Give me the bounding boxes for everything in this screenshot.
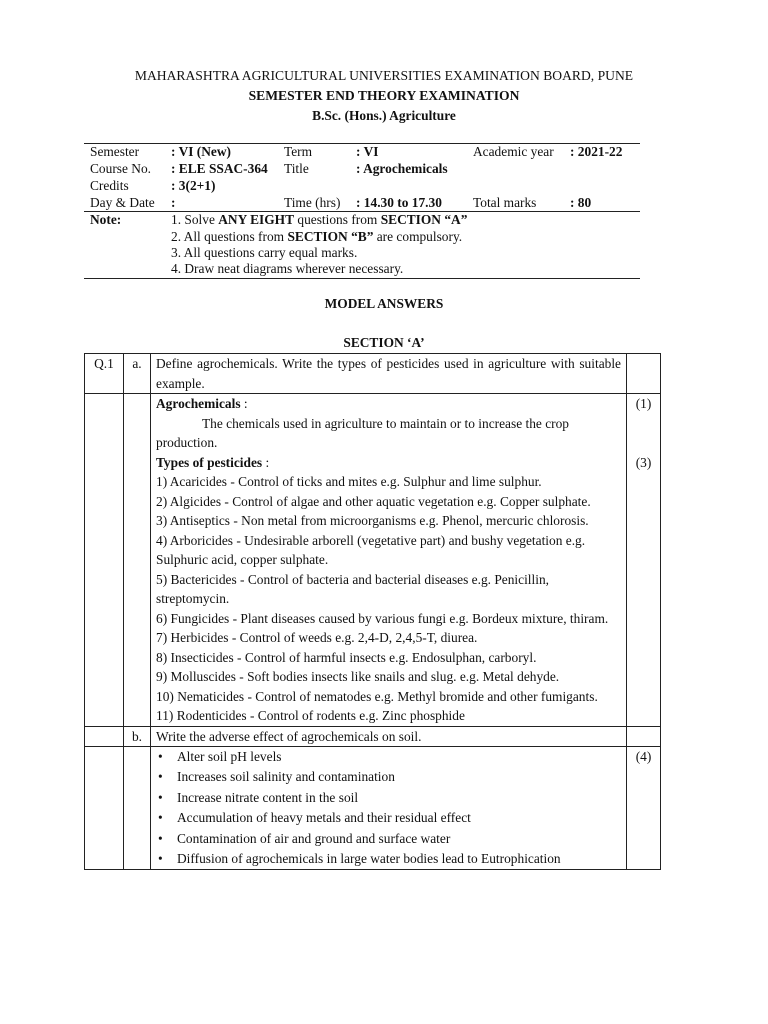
day-date-value: : (171, 195, 176, 210)
credits-label: Credits (90, 178, 129, 193)
subquestion-label: b. (124, 726, 151, 747)
type-item: 5) Bactericides - Control of bacteria and bacterial diseases e.g. Penicillin, streptomycin. (156, 571, 550, 606)
marks-cell (627, 394, 661, 727)
note-label: Note: (90, 212, 122, 227)
empty-cell (124, 747, 151, 870)
marks-cell (627, 747, 661, 870)
credits-value: : 3(2+1) (171, 178, 216, 193)
type-item: 4) Arboricides - Undesirable arborell (vegetative part) and bushy vegetation e.g. Sulphuric acid, copper sulphate. (156, 532, 586, 567)
type-item: 3) Antiseptics - Non metal from microorganisms e.g. Phenol, mercuric chlorosis. (156, 513, 589, 528)
term-label: Term (284, 144, 313, 159)
list-item: • Increase nitrate content in the soil (156, 788, 621, 808)
agrochemicals-definition: The chemicals used in agriculture to maintain or to increase the crop (202, 415, 569, 431)
type-item: 7) Herbicides - Control of weeds e.g. 2,4-D, 2,4,5-T, diurea. (156, 630, 478, 645)
model-answers-heading: MODEL ANSWERS (324, 296, 444, 311)
course-no-label: Course No. (90, 161, 151, 176)
semester-value: : VI (New) (171, 144, 231, 159)
table-row (85, 394, 661, 727)
total-marks-value: : 80 (570, 195, 592, 210)
marks-agrochemicals: (1) (635, 396, 652, 411)
degree-title: B.Sc. (Hons.) Agriculture (312, 108, 456, 123)
marks-soil-effects: (4) (635, 749, 652, 764)
type-item: 11) Rodenticides - Control of rodents e.g. Zinc phosphide (156, 708, 465, 723)
empty-cell (85, 394, 124, 727)
note-1: 1. Solve ANY EIGHT questions from SECTION “A” (171, 212, 468, 227)
type-item: 8) Insecticides - Control of harmful insects e.g. Endosulphan, carboryl. (156, 649, 537, 665)
note-3: 3. All questions carry equal marks. (171, 245, 358, 260)
title-value: : Agrochemicals (356, 161, 448, 176)
board-title: MAHARASHTRA AGRICULTURAL UNIVERSITIES EXAMINATION BOARD, PUNE (134, 68, 634, 83)
table-row (85, 354, 661, 394)
subquestion-label: a. (124, 354, 151, 394)
type-item: 10) Nematicides - Control of nematodes e.g. Methyl bromide and other fumigants. (156, 688, 598, 704)
section-heading: SECTION ‘A’ (343, 335, 425, 350)
note-4: 4. Draw neat diagrams wherever necessary. (171, 261, 404, 276)
marks-types: (3) (635, 454, 652, 470)
list-item: • Diffusion of agrochemicals in large water bodies lead to Eutrophication (156, 849, 621, 869)
note-2: 2. All questions from SECTION “B” are compulsory. (171, 229, 463, 244)
time-value: : 14.30 to 17.30 (356, 195, 442, 210)
marks-cell (627, 354, 661, 394)
question-text: Write the adverse effect of agrochemicals on soil. (151, 726, 627, 747)
type-item: 1) Acaricides - Control of ticks and mites e.g. Sulphur and lime sulphur. (156, 474, 542, 489)
empty-cell (85, 747, 124, 870)
answer-text (151, 394, 627, 727)
academic-year-value: : 2021-22 (570, 144, 623, 159)
divider (84, 278, 640, 279)
course-no-value: : ELE SSAC-364 (171, 161, 268, 176)
list-item: • Accumulation of heavy metals and their residual effect (156, 808, 621, 828)
agrochemicals-heading: Agrochemicals : (156, 396, 248, 411)
empty-cell (124, 394, 151, 727)
empty-cell (85, 726, 124, 747)
day-date-label: Day & Date (90, 195, 155, 210)
bullet-list (156, 747, 621, 869)
answer-text (151, 747, 627, 870)
semester-label: Semester (90, 144, 140, 159)
type-item: 2) Algicides - Control of algae and other aquatic vegetation e.g. Copper sulphate. (156, 493, 591, 509)
title-label: Title (284, 161, 309, 176)
table-row (85, 747, 661, 870)
exam-title: SEMESTER END THEORY EXAMINATION (248, 88, 520, 103)
term-value: : VI (356, 144, 379, 159)
table-row (85, 726, 661, 747)
list-item: • Alter soil pH levels (156, 747, 621, 767)
type-item: 6) Fungicides - Plant diseases caused by various fungi e.g. Bordeux mixture, thiram. (156, 610, 609, 626)
time-label: Time (hrs) (284, 195, 341, 210)
total-marks-label: Total marks (473, 195, 537, 210)
types-heading: Types of pesticides : (156, 454, 270, 470)
academic-year-label: Academic year (473, 144, 554, 159)
agrochemicals-definition-cont: production. (156, 435, 218, 450)
list-item: • Contamination of air and ground and surface water (156, 829, 621, 849)
marks-cell (627, 726, 661, 747)
type-item: 9) Molluscides - Soft bodies insects like snails and slug. e.g. Metal dehyde. (156, 669, 560, 684)
list-item: • Increases soil salinity and contamination (156, 767, 621, 787)
answers-table (84, 353, 661, 870)
question-number: Q.1 (85, 354, 124, 394)
question-text: Define agrochemicals. Write the types of pesticides used in agriculture with suitable example. (151, 354, 627, 394)
